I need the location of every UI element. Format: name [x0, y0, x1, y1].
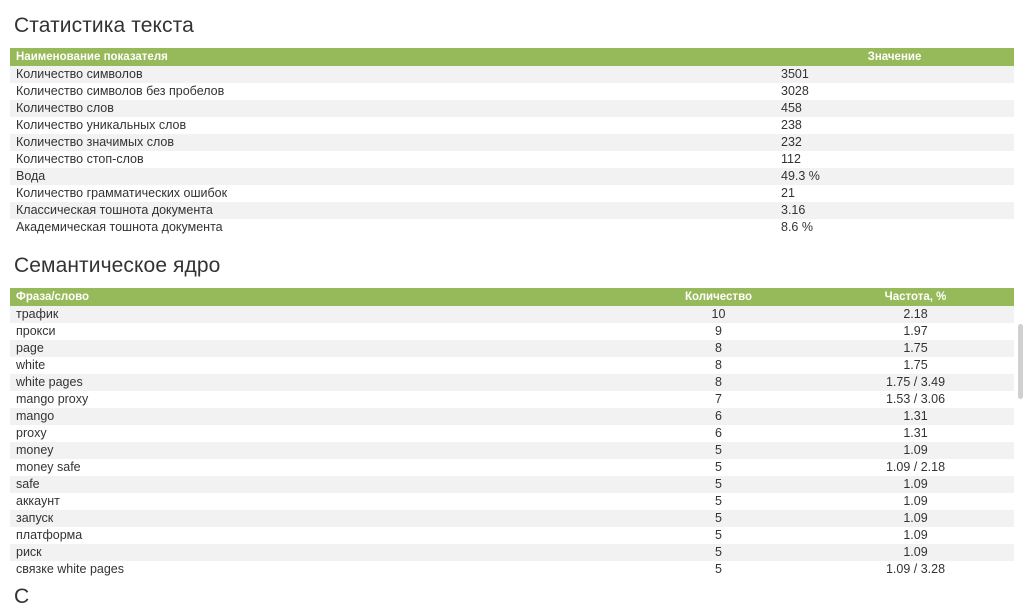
- table-row: [10, 168, 1014, 185]
- text-stats-table-head: [10, 48, 1014, 66]
- table-row: [10, 391, 1014, 408]
- count: 5: [715, 477, 722, 491]
- metric-value: 238: [781, 118, 802, 132]
- count: 5: [715, 460, 722, 474]
- phrase: money: [16, 443, 54, 457]
- table-row: [10, 442, 1014, 459]
- column-header-phrase: Фраза/слово: [10, 288, 620, 306]
- count: 8: [715, 375, 722, 389]
- count: 6: [715, 409, 722, 423]
- table-header-row: [10, 288, 1014, 306]
- table-row: [10, 357, 1014, 374]
- frequency: 1.75 / 3.49: [885, 375, 946, 389]
- table-row: [10, 544, 1014, 561]
- semantic-core-table-head: [10, 288, 1014, 306]
- phrase: риск: [16, 545, 42, 559]
- table-row: [10, 83, 1014, 100]
- metric-name: Количество стоп-слов: [16, 152, 144, 166]
- phrase: money safe: [16, 460, 81, 474]
- phrase: mango proxy: [16, 392, 89, 406]
- metric-name: Академическая тошнота документа: [16, 220, 223, 234]
- metric-name: Количество значимых слов: [16, 135, 174, 149]
- frequency: 1.53 / 3.06: [885, 392, 946, 406]
- column-header-metric-name: Наименование показателя: [10, 48, 775, 66]
- table-row: [10, 527, 1014, 544]
- phrase: трафик: [16, 307, 59, 321]
- frequency: 1.97: [903, 324, 928, 338]
- phrase: связке white pages: [16, 562, 124, 576]
- frequency: 1.09: [903, 511, 928, 525]
- metric-value: 21: [781, 186, 795, 200]
- count: 5: [715, 443, 722, 457]
- table-row: [10, 510, 1014, 527]
- frequency: 1.09: [903, 494, 928, 508]
- column-header-frequency: Частота, %: [817, 288, 1014, 306]
- phrase: white pages: [16, 375, 83, 389]
- table-row: [10, 151, 1014, 168]
- page-title-semantic-core: Семантическое ядро: [14, 254, 221, 277]
- table-row: [10, 134, 1014, 151]
- metric-value: 458: [781, 101, 802, 115]
- phrase: page: [16, 341, 44, 355]
- count: 10: [711, 307, 726, 321]
- table-row: [10, 561, 1014, 578]
- text-stats-table: [10, 48, 1014, 236]
- table-row: [10, 306, 1014, 323]
- scrollbar-track[interactable]: [1018, 14, 1024, 603]
- count: 7: [715, 392, 722, 406]
- frequency: 2.18: [903, 307, 928, 321]
- table-row: [10, 459, 1014, 476]
- count: 5: [715, 562, 722, 576]
- frequency: 1.31: [903, 426, 928, 440]
- table-row: [10, 493, 1014, 510]
- table-header-row: [10, 48, 1014, 66]
- metric-name: Количество слов: [16, 101, 114, 115]
- next-section-title-partial: С: [14, 585, 30, 608]
- frequency: 1.09: [903, 545, 928, 559]
- table-row: [10, 374, 1014, 391]
- frequency: 1.75: [903, 358, 928, 372]
- phrase: safe: [16, 477, 40, 491]
- metric-value: 3028: [781, 84, 809, 98]
- metric-value: 112: [781, 152, 801, 166]
- table-row: [10, 408, 1014, 425]
- metric-value: 3501: [781, 67, 809, 81]
- phrase: proxy: [16, 426, 47, 440]
- frequency: 1.31: [903, 409, 928, 423]
- page-fold-mask: [0, 585, 1024, 608]
- frequency: 1.09: [903, 443, 928, 457]
- scrollbar-thumb[interactable]: [1018, 324, 1023, 399]
- report-page: [0, 14, 1024, 608]
- count: 8: [715, 341, 722, 355]
- phrase: запуск: [16, 511, 54, 525]
- count: 5: [715, 528, 722, 542]
- phrase: аккаунт: [16, 494, 60, 508]
- text-stats-table-body: [10, 66, 1014, 236]
- count: 5: [715, 494, 722, 508]
- metric-name: Количество символов: [16, 67, 143, 81]
- table-row: [10, 117, 1014, 134]
- semantic-core-table-body: [10, 306, 1014, 578]
- frequency: 1.09: [903, 477, 928, 491]
- table-row: [10, 202, 1014, 219]
- metric-name: Количество уникальных слов: [16, 118, 187, 132]
- table-row: [10, 100, 1014, 117]
- metric-name: Количество грамматических ошибок: [16, 186, 228, 200]
- metric-value: 232: [781, 135, 802, 149]
- column-header-metric-value: Значение: [775, 48, 1014, 66]
- frequency: 1.75: [903, 341, 928, 355]
- metric-value: 49.3 %: [781, 169, 820, 183]
- table-row: [10, 66, 1014, 83]
- phrase: white: [16, 358, 46, 372]
- metric-name: Вода: [16, 169, 46, 183]
- frequency: 1.09: [903, 528, 928, 542]
- metric-value: 8.6 %: [781, 220, 813, 234]
- metric-name: Классическая тошнота документа: [16, 203, 213, 217]
- count: 9: [715, 324, 722, 338]
- table-row: [10, 185, 1014, 202]
- semantic-core-table: [10, 288, 1014, 578]
- phrase: прокси: [16, 324, 56, 338]
- phrase: mango: [16, 409, 55, 423]
- table-row: [10, 476, 1014, 493]
- metric-name: Количество символов без пробелов: [16, 84, 225, 98]
- count: 5: [715, 545, 722, 559]
- table-row: [10, 425, 1014, 442]
- table-row: [10, 323, 1014, 340]
- table-row: [10, 340, 1014, 357]
- metric-value: 3.16: [781, 203, 806, 217]
- phrase: платформа: [16, 528, 83, 542]
- page-title-text-stats: Статистика текста: [14, 14, 194, 37]
- column-header-count: Количество: [620, 288, 817, 306]
- count: 5: [715, 511, 722, 525]
- count: 8: [715, 358, 722, 372]
- frequency: 1.09 / 2.18: [885, 460, 946, 474]
- count: 6: [715, 426, 722, 440]
- table-row: [10, 219, 1014, 236]
- frequency: 1.09 / 3.28: [885, 562, 946, 576]
